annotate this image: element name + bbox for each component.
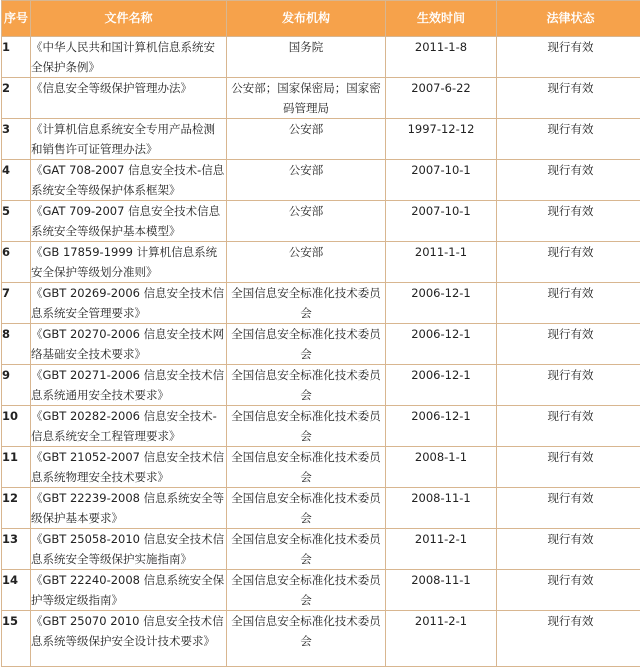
cell-name: 《GBT 22239-2008 信息系统安全等级保护基本要求》 (31, 488, 227, 529)
cell-org: 全国信息安全标准化技术委员会 (227, 406, 386, 447)
table-row (2, 406, 640, 447)
cell-status: 现行有效 (497, 488, 640, 529)
cell-org: 公安部 (227, 160, 386, 201)
cell-date: 2011-2-1 (386, 529, 497, 570)
header-row (2, 1, 640, 37)
table-row (2, 201, 640, 242)
cell-seq: 5 (2, 201, 31, 242)
table-row (2, 242, 640, 283)
header-name: 文件名称 (31, 1, 227, 37)
cell-status: 现行有效 (497, 160, 640, 201)
cell-seq: 4 (2, 160, 31, 201)
cell-org: 全国信息安全标准化技术委员会 (227, 365, 386, 406)
cell-date: 2011-1-1 (386, 242, 497, 283)
cell-status: 现行有效 (497, 119, 640, 160)
cell-name: 《GBT 25058-2010 信息安全技术信息系统安全等级保护实施指南》 (31, 529, 227, 570)
cell-status: 现行有效 (497, 406, 640, 447)
cell-seq: 13 (2, 529, 31, 570)
cell-date: 2008-1-1 (386, 447, 497, 488)
cell-seq: 14 (2, 570, 31, 611)
cell-name: 《信息安全等级保护管理办法》 (31, 78, 227, 119)
cell-date: 2011-1-8 (386, 37, 497, 78)
cell-seq: 12 (2, 488, 31, 529)
cell-seq: 2 (2, 78, 31, 119)
cell-seq: 15 (2, 611, 31, 667)
table-row (2, 447, 640, 488)
table-row (2, 119, 640, 160)
cell-name: 《计算机信息系统安全专用产品检测和销售许可证管理办法》 (31, 119, 227, 160)
table-row (2, 529, 640, 570)
cell-org: 全国信息安全标准化技术委员会 (227, 529, 386, 570)
cell-seq: 6 (2, 242, 31, 283)
cell-name: 《GAT 708-2007 信息安全技术-信息系统安全等级保护体系框架》 (31, 160, 227, 201)
cell-date: 2006-12-1 (386, 406, 497, 447)
cell-org: 全国信息安全标准化技术委员会 (227, 447, 386, 488)
table-row (2, 324, 640, 365)
cell-name: 《GBT 21052-2007 信息安全技术信息系统物理安全技术要求》 (31, 447, 227, 488)
cell-status: 现行有效 (497, 242, 640, 283)
cell-name: 《GBT 20271-2006 信息安全技术信息系统通用安全技术要求》 (31, 365, 227, 406)
cell-seq: 7 (2, 283, 31, 324)
cell-date: 2006-12-1 (386, 365, 497, 406)
cell-date: 2007-10-1 (386, 201, 497, 242)
cell-date: 2008-11-1 (386, 488, 497, 529)
cell-status: 现行有效 (497, 201, 640, 242)
cell-date: 2007-10-1 (386, 160, 497, 201)
cell-name: 《GBT 25070 2010 信息安全技术信息系统等级保护安全设计技术要求》 (31, 611, 227, 667)
table-row (2, 283, 640, 324)
cell-status: 现行有效 (497, 283, 640, 324)
cell-seq: 8 (2, 324, 31, 365)
header-seq: 序号 (2, 1, 31, 37)
header-date: 生效时间 (386, 1, 497, 37)
cell-name: 《GBT 20270-2006 信息安全技术网络基础安全技术要求》 (31, 324, 227, 365)
cell-status: 现行有效 (497, 365, 640, 406)
cell-name: 《GB 17859-1999 计算机信息系统安全保护等级划分准则》 (31, 242, 227, 283)
cell-name: 《中华人民共和国计算机信息系统安全保护条例》 (31, 37, 227, 78)
table-row (2, 365, 640, 406)
table-row (2, 611, 640, 667)
table-row (2, 78, 640, 119)
table-row (2, 160, 640, 201)
cell-date: 2011-2-1 (386, 611, 497, 667)
cell-org: 全国信息安全标准化技术委员会 (227, 283, 386, 324)
table-row (2, 570, 640, 611)
cell-date: 1997-12-12 (386, 119, 497, 160)
cell-seq: 3 (2, 119, 31, 160)
cell-status: 现行有效 (497, 570, 640, 611)
table-row (2, 488, 640, 529)
cell-status: 现行有效 (497, 529, 640, 570)
table-row (2, 37, 640, 78)
cell-name: 《GAT 709-2007 信息安全技术信息系统安全等级保护基本模型》 (31, 201, 227, 242)
cell-org: 全国信息安全标准化技术委员会 (227, 488, 386, 529)
cell-name: 《GBT 20282-2006 信息安全技术-信息系统安全工程管理要求》 (31, 406, 227, 447)
cell-status: 现行有效 (497, 37, 640, 78)
header-status: 法律状态 (497, 1, 640, 37)
table-header (2, 1, 640, 37)
table-body (2, 37, 640, 667)
cell-org: 公安部 (227, 119, 386, 160)
cell-org: 公安部 (227, 242, 386, 283)
cell-org: 全国信息安全标准化技术委员会 (227, 611, 386, 667)
cell-status: 现行有效 (497, 78, 640, 119)
cell-seq: 10 (2, 406, 31, 447)
cell-org: 公安部；国家保密局；国家密码管理局 (227, 78, 386, 119)
cell-org: 公安部 (227, 201, 386, 242)
cell-date: 2008-11-1 (386, 570, 497, 611)
cell-org: 全国信息安全标准化技术委员会 (227, 570, 386, 611)
cell-name: 《GBT 22240-2008 信息系统安全保护等级定级指南》 (31, 570, 227, 611)
cell-status: 现行有效 (497, 611, 640, 667)
cell-seq: 9 (2, 365, 31, 406)
cell-org: 全国信息安全标准化技术委员会 (227, 324, 386, 365)
cell-name: 《GBT 20269-2006 信息安全技术信息系统安全管理要求》 (31, 283, 227, 324)
cell-date: 2006-12-1 (386, 283, 497, 324)
cell-date: 2007-6-22 (386, 78, 497, 119)
cell-status: 现行有效 (497, 324, 640, 365)
cell-status: 现行有效 (497, 447, 640, 488)
cell-seq: 11 (2, 447, 31, 488)
header-org: 发布机构 (227, 1, 386, 37)
regulations-table (1, 0, 640, 667)
cell-org: 国务院 (227, 37, 386, 78)
cell-seq: 1 (2, 37, 31, 78)
cell-date: 2006-12-1 (386, 324, 497, 365)
